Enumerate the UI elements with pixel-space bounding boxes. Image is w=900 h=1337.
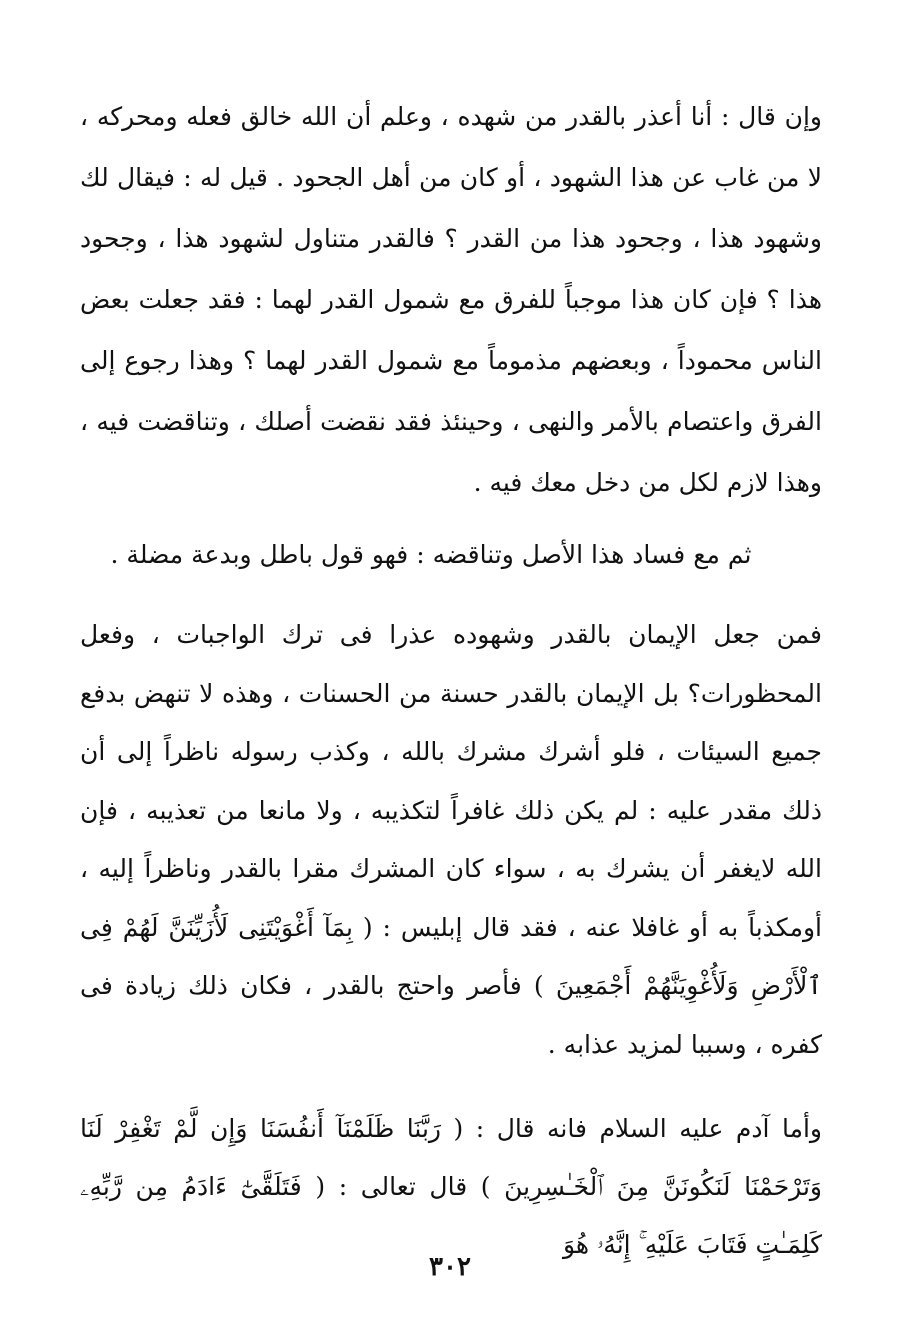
paragraph-2: ثم مع فساد هذا الأصل وتناقضه : فهو قول باطل وبدعة مضلة .: [110, 540, 752, 569]
page-number: ٣٠٢: [429, 1252, 471, 1282]
paragraph-3: فمن جعل الإيمان بالقدر وشهوده عذرا فى ترك الواجبات ، وفعل المحظورات؟ بل الإيمان بالقدر حسنة من الحسنات ، وهذه لا تنهض بدفع جميع السيئات ، فلو أشرك مشرك بالله ، وكذب رسوله ناظراً إلى أن ذلك مقدر عليه : لم يكن ذلك غافراً لتكذيبه ، ولا مانعا من تعذيبه ، فإن الله لايغفر أن يشرك به ، سواء كان المشرك مقرا بالقدر وناظراً إليه ، أومكذباً به أو غافلا عنه ، فقد قال إبليس : ( بِمَآ أَغْوَيْتَنِى لَأُزَيِّنَنَّ لَهُمْ فِى ٱلْأَرْضِ وَلَأُغْوِيَنَّهُمْ أَجْمَعِينَ ) فأصر واحتج بالقدر ، فكان ذلك زيادة فى كفره ، وسببا لمزيد عذابه .: [80, 620, 822, 1059]
paragraph-1: وإن قال : أنا أعذر بالقدر من شهده ، وعلم أن الله خالق فعله ومحركه ، لا من غاب عن هذا الشهود ، أو كان من أهل الجحود . قيل له : فيقال لك وشهود هذا ، وجحود هذا من القدر ؟ فالقدر متناول لشهود هذا ، وجحود هذا ؟ فإن كان هذا موجباً للفرق مع شمول القدر لهما : فقد جعلت بعض الناس محموداً ، وبعضهم مذموماً مع شمول القدر لهما ؟ وهذا رجوع إلى الفرق واعتصام بالأمر والنهى ، وحينئذ فقد نقضت أصلك ، وتناقضت فيه ، وهذا لازم لكل من دخل معك فيه .: [80, 102, 822, 497]
paragraph-4: وأما آدم عليه السلام فانه قال : ( رَبَّنَا ظَلَمْنَآ أَنفُسَنَا وَإِن لَّمْ تَغْفِرْ لَنَا وَتَرْحَمْنَا لَنَكُونَنَّ مِنَ ٱلْخَـٰسِرِينَ ) قال تعالى : ( فَتَلَقَّىٰٓ ءَادَمُ مِن رَّبِّهِۦ كَلِمَـٰتٍ فَتَابَ عَلَيْهِ ۚ إِنَّهُۥ هُوَ: [80, 1114, 822, 1259]
